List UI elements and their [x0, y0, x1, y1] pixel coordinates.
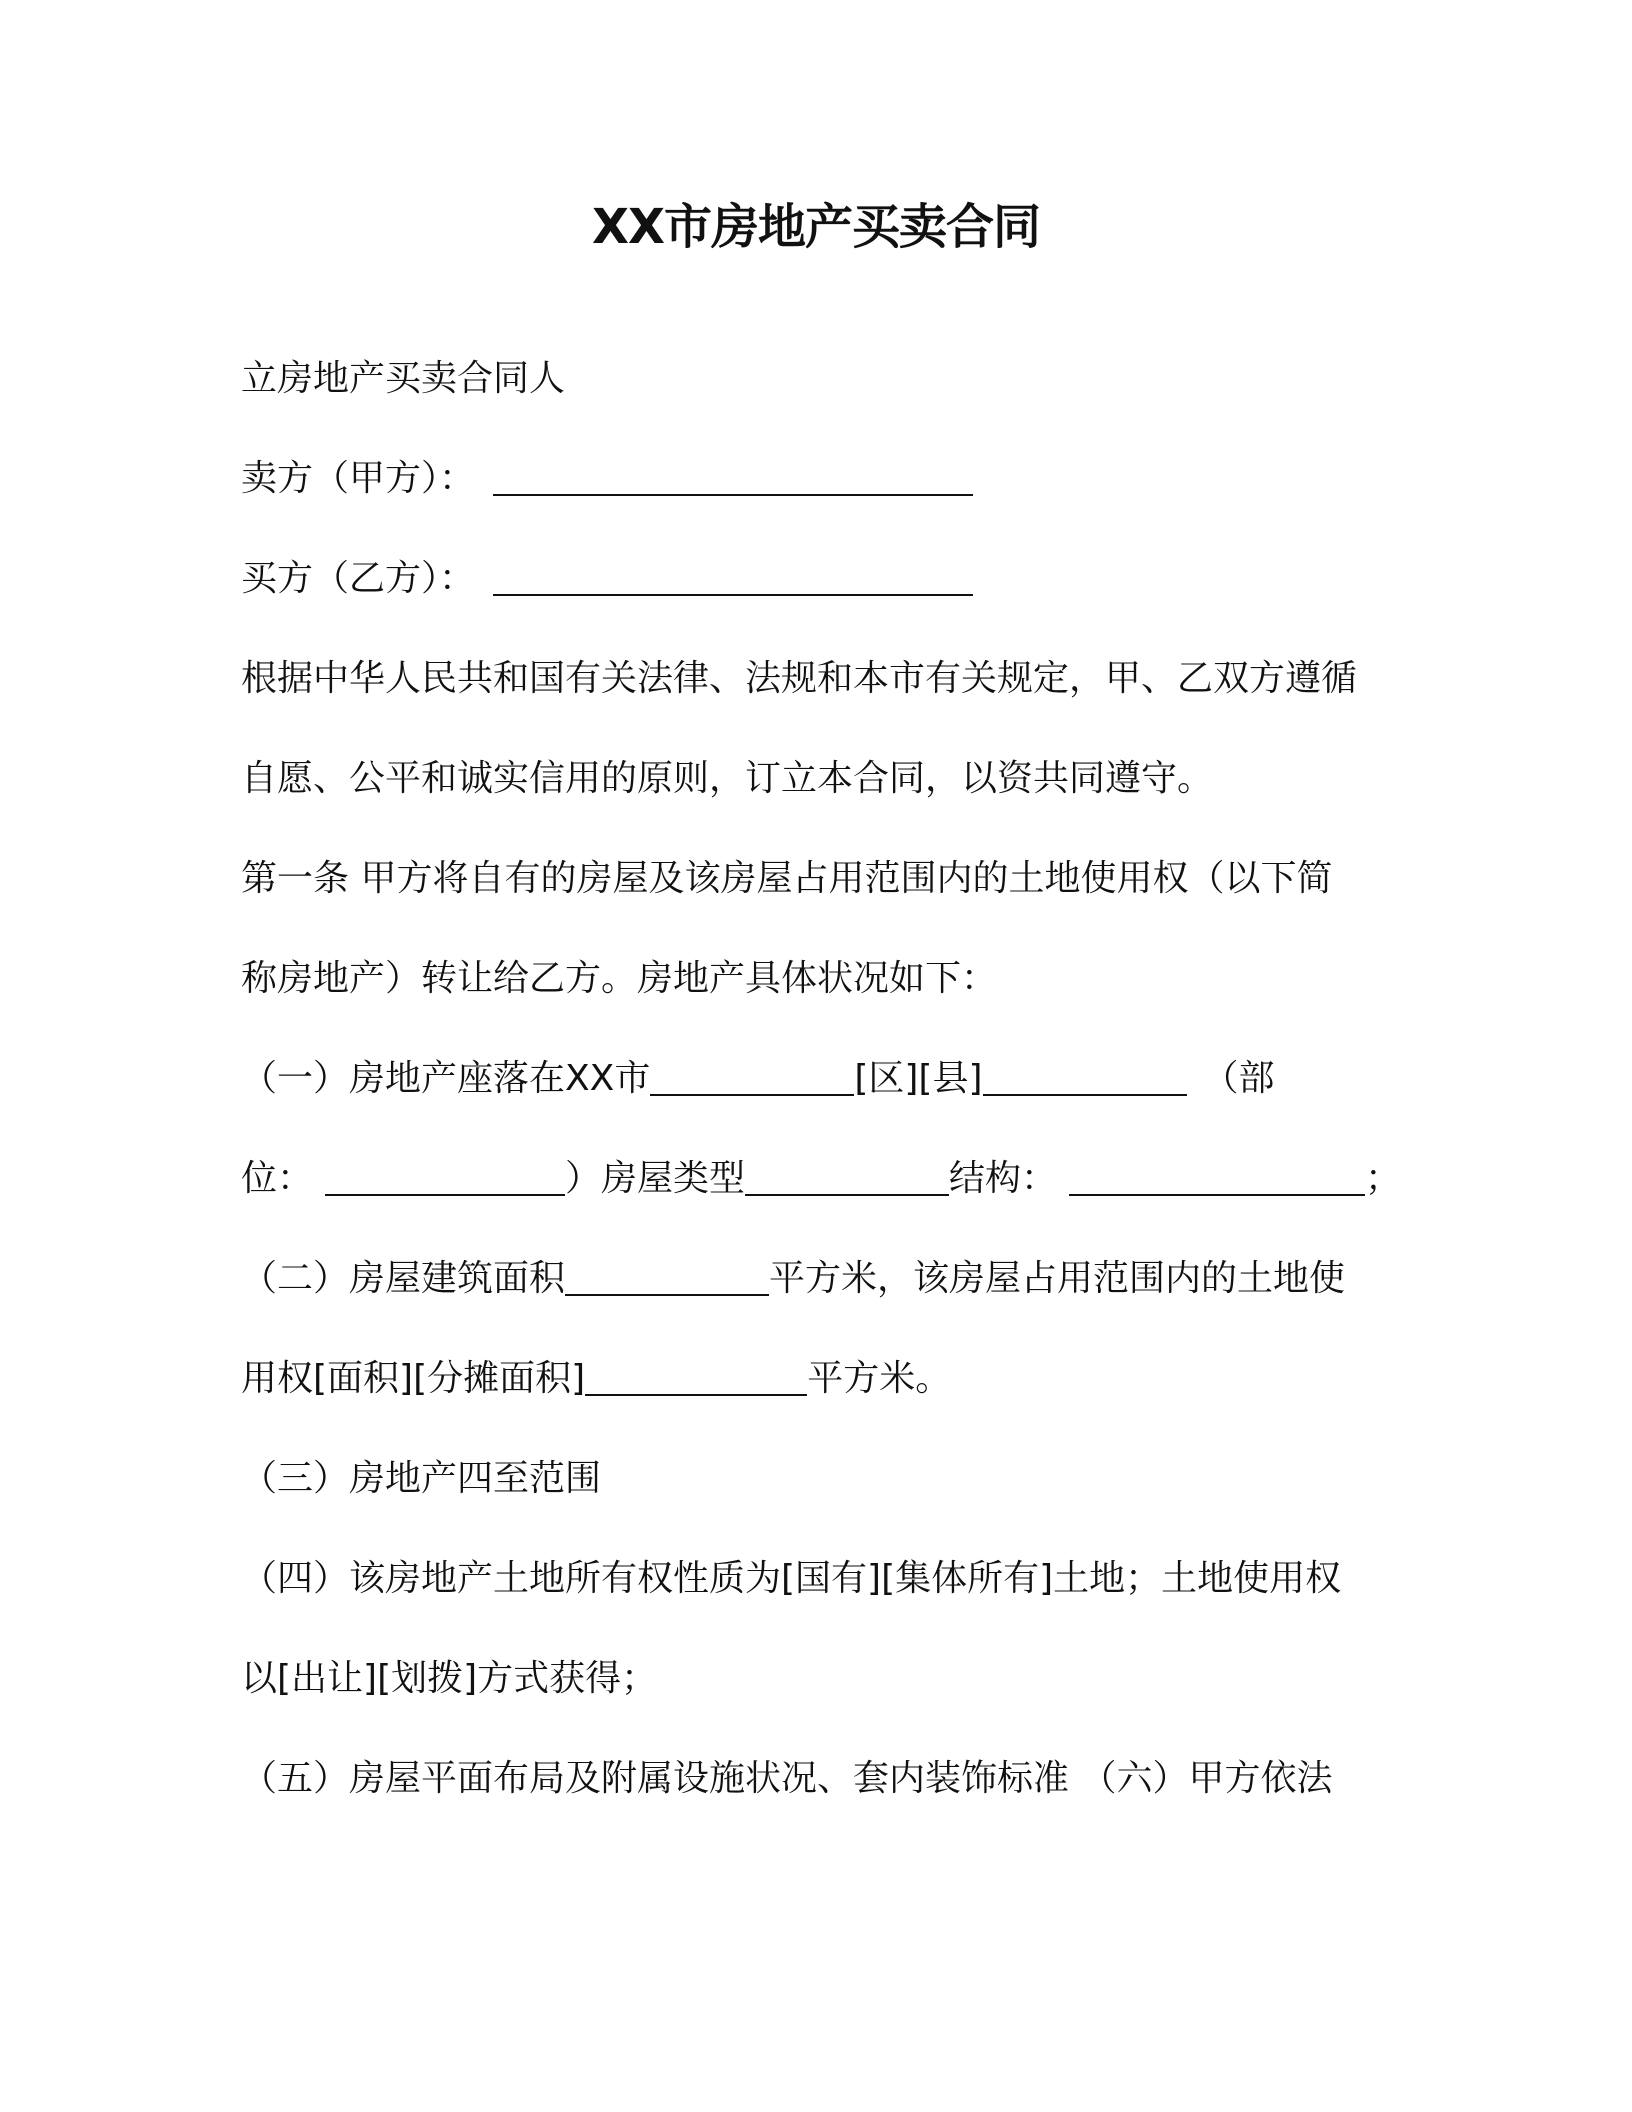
location-part-blank — [325, 1156, 565, 1196]
buyer-line — [241, 555, 973, 603]
buyer-name-blank — [493, 556, 973, 596]
preamble-line-1: 根据中华人民共和国有关法律、法规和本市有关规定，甲、乙双方遵循 — [241, 658, 1358, 699]
preamble-line-2: 自愿、公平和诚实信用的原则，订立本合同，以资共同遵守。 — [241, 758, 1214, 799]
seller-label: 卖方（甲方）： — [241, 458, 476, 499]
item4-line-1: （四）该房地产土地所有权性质为[国有][集体所有]土地；土地使用权 — [241, 1558, 1342, 1599]
item3-line: （三）房地产四至范围 — [241, 1458, 602, 1499]
parties-heading: 立房地产买卖合同人 — [241, 358, 566, 399]
building-area-blank — [565, 1256, 769, 1296]
item4-line-2: 以[出让][划拨]方式获得； — [241, 1658, 658, 1699]
seller-name-blank — [493, 456, 973, 496]
house-type-blank — [745, 1156, 949, 1196]
item1-line-1 — [241, 1055, 1275, 1103]
district-county-label: [区][县] — [854, 1058, 983, 1099]
location-part-open: （部 — [1202, 1058, 1275, 1099]
city-blank — [650, 1056, 854, 1096]
structure-label: 结构： — [949, 1158, 1058, 1199]
item1-line-2 — [241, 1155, 1401, 1203]
structure-blank — [1069, 1156, 1365, 1196]
item2-line-2 — [241, 1355, 951, 1403]
item5-line: （五）房屋平面布局及附属设施状况、套内装饰标准 （六）甲方依法 — [241, 1758, 1333, 1799]
buyer-label: 买方（乙方）： — [241, 558, 476, 599]
land-area-blank — [585, 1356, 807, 1396]
item1-end: ； — [1365, 1158, 1402, 1199]
district-blank — [983, 1056, 1187, 1096]
item2-line-1 — [241, 1255, 1345, 1303]
item1-location-label: （一）房地产座落在XX市 — [241, 1058, 651, 1099]
document-title: XX市房地产买卖合同 — [591, 199, 1041, 255]
land-area-label: 用权[面积][分摊面积] — [241, 1358, 586, 1399]
house-type-label: ）房屋类型 — [565, 1158, 746, 1199]
seller-line — [241, 455, 973, 503]
building-area-unit: 平方米，该房屋占用范围内的土地使 — [769, 1258, 1346, 1299]
article1-line-2: 称房地产）转让给乙方。房地产具体状况如下： — [241, 958, 998, 999]
building-area-label: （二）房屋建筑面积 — [241, 1258, 566, 1299]
land-area-unit: 平方米。 — [807, 1358, 952, 1399]
location-part-label: 位： — [241, 1158, 314, 1199]
article1-line-1: 第一条 甲方将自有的房屋及该房屋占用范围内的土地使用权（以下简 — [241, 858, 1333, 899]
